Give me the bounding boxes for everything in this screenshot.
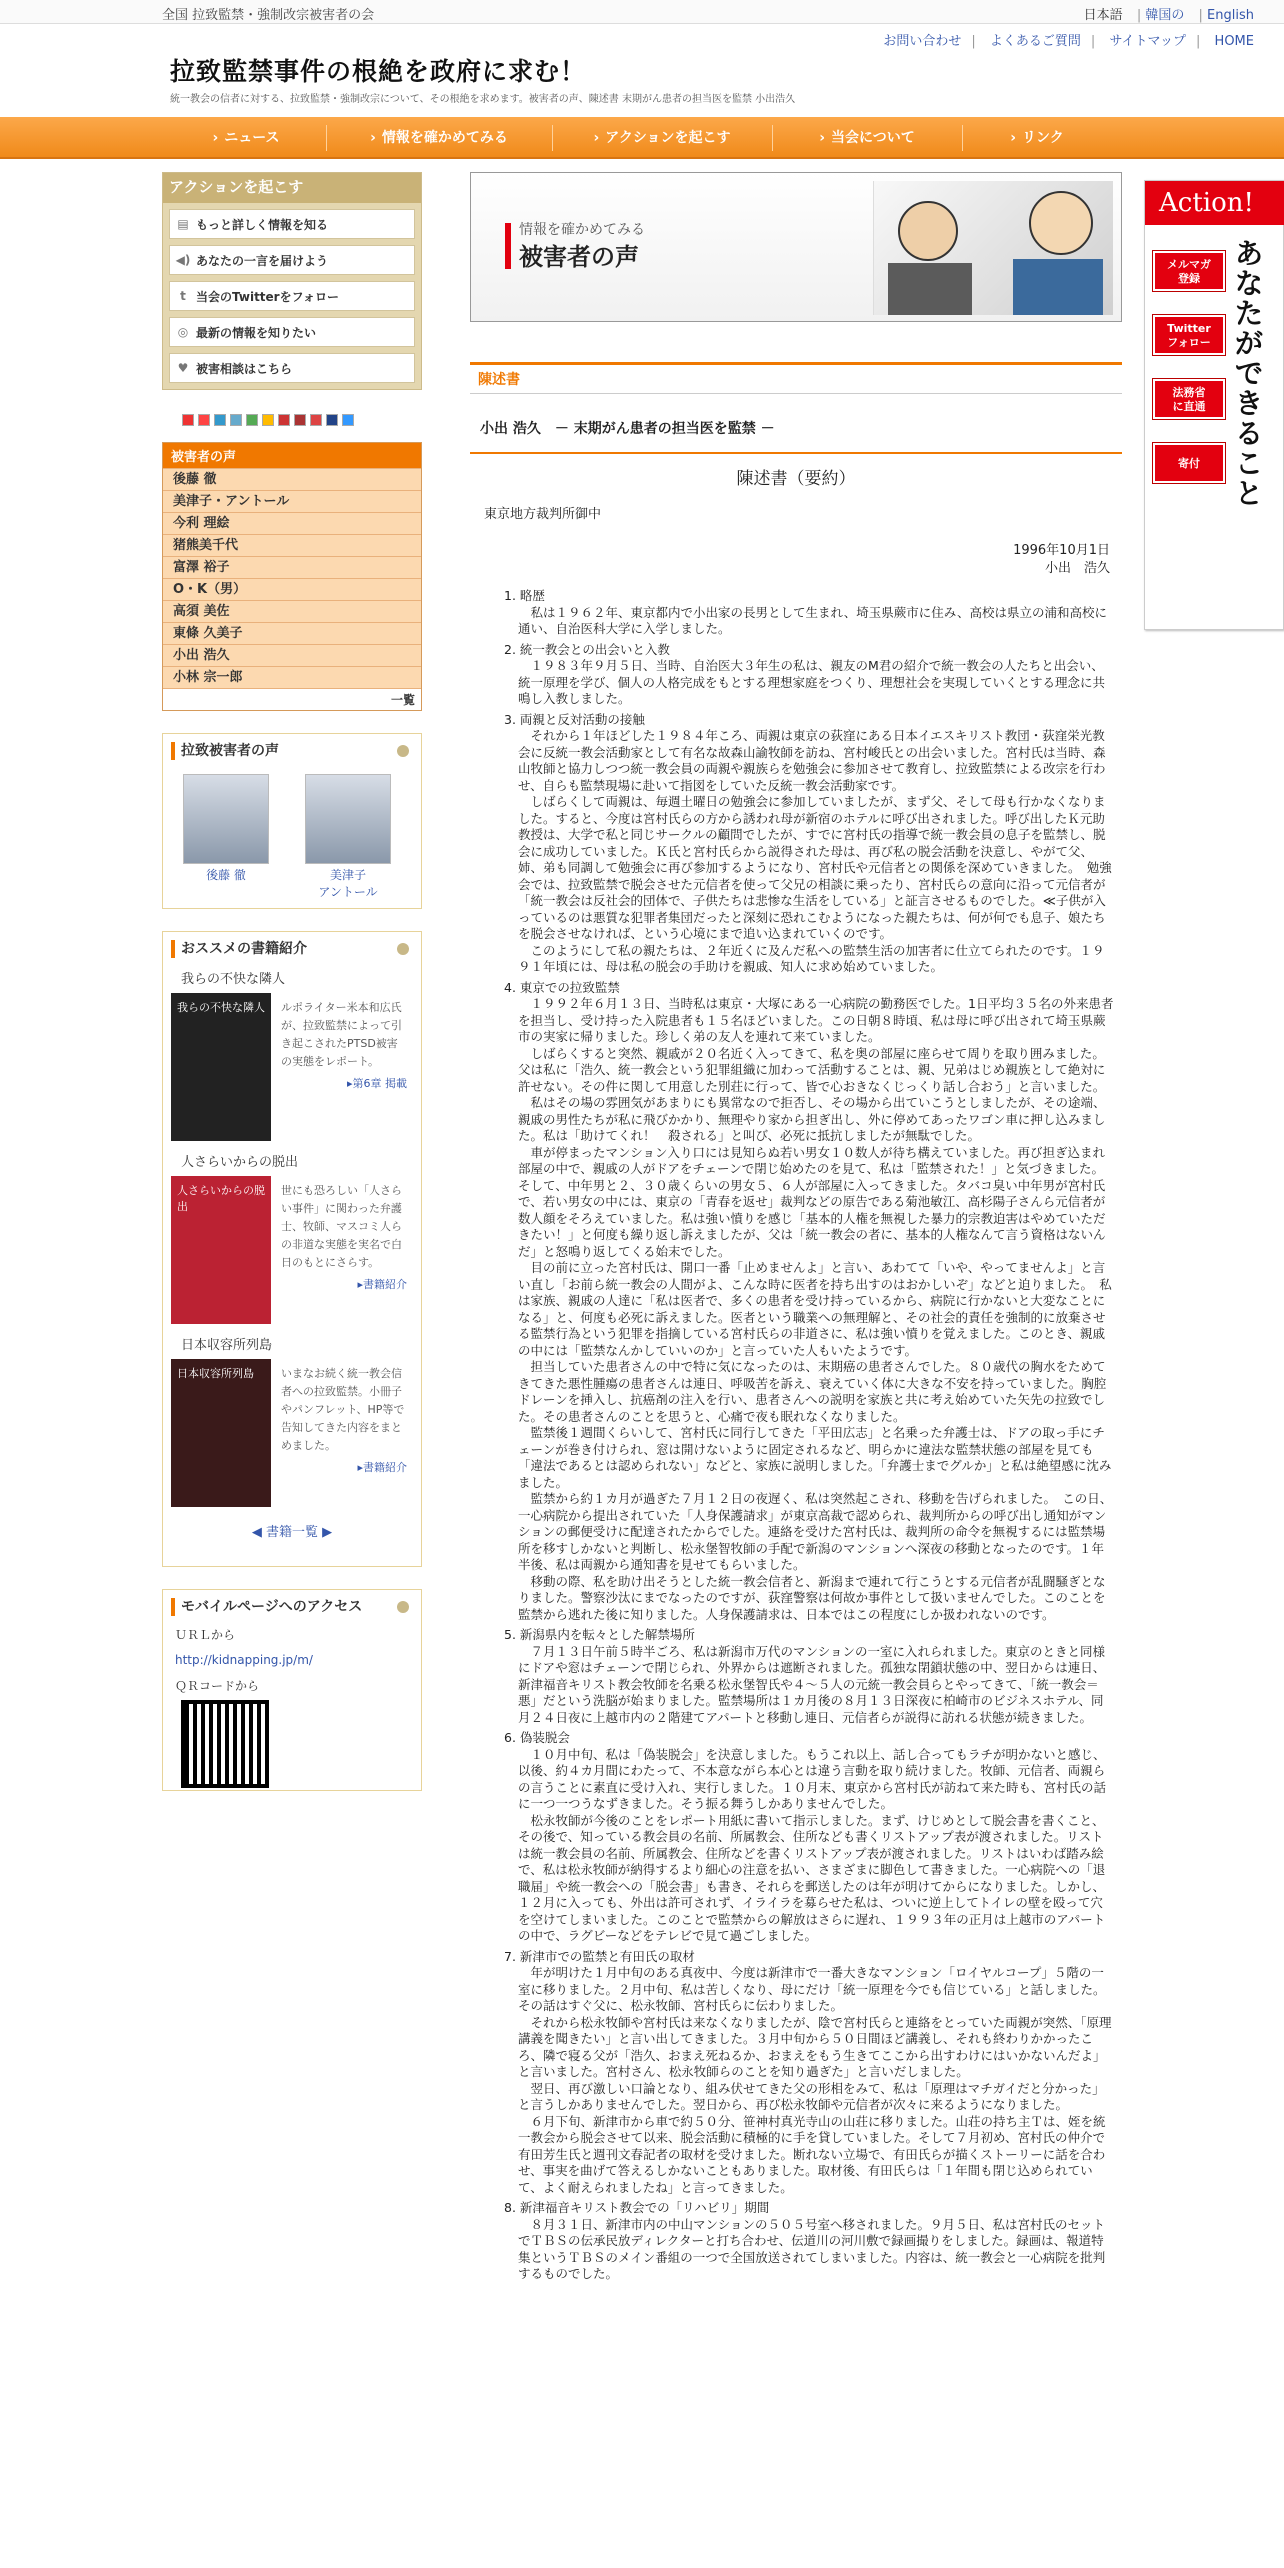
book-item: 我らの不快な隣人 我らの不快な隣人 ルポライター米本和広氏が、拉致監禁によって引き起こされたPTSD被害の実態をレポート。 ▸第6章 掲載 (171, 968, 413, 1141)
book-cover[interactable]: 我らの不快な隣人 (171, 993, 271, 1141)
section-paragraph: それから松永牧師や宮村氏は来なくなりましたが、陰で宮村氏らと連絡をとっていた両親が突然、「原理講義を聞きたい」と言い出してきました。３月中旬から５０日間ほど講義し、それも終わりかかったころ、隣で寝る父が「浩久、おまえ死ねるか、おまえをもう生きてここから出すわけにはいかないんだよ」と言いました。宮村さん、松永牧師らのことを知り過ぎた」と言いだしました。 (518, 2014, 1112, 2079)
document-icon: ▤ (177, 217, 189, 231)
sidebar (162, 172, 422, 1791)
victim-item[interactable]: 高須 美佐 (163, 600, 421, 622)
share-buzzurl-icon[interactable] (294, 414, 306, 426)
util-faq-link[interactable]: よくあるご質問 (989, 34, 1081, 49)
statement-title: 陳述書（要約） (736, 469, 856, 489)
books-box (162, 931, 422, 1567)
mobile-box: モバイルページへのアクセス ＵＲＬから http://kidnapping.jp/m/ ＱＲコードから (162, 1589, 422, 1791)
book-link[interactable]: ▸第6章 掲載 (346, 1077, 407, 1090)
nav-links[interactable]: › リンク (962, 117, 1112, 159)
share-hatena-icon[interactable] (342, 414, 354, 426)
victim-item[interactable]: 今利 理絵 (163, 512, 421, 534)
section-paragraph: ８月３１日、新津市内の中山マンションの５０５号室へ移されました。９月５日、私は宮村氏のセットでＴＢＳの伝承民放ディレクターと打ち合わせ、伝道川の河川敷で録画撮りをしました。録画は、報道特集というＴＢＳのメイン番組の一つで全国放送されてしまいました。内容は、統一教会と一心病院を批判するものでした。 (518, 2216, 1106, 2281)
site-subtitle: 統一教会の信者に対する、拉致監禁・強制改宗について、その根絶を求めます。被害者の声、陳述書 末期がん患者の担当医を監禁 小出浩久 (170, 94, 796, 105)
lang-english[interactable]: English (1207, 8, 1254, 23)
action-latest-info[interactable]: ◎ 最新の情報を知りたい (169, 317, 415, 347)
share-clip-icon[interactable] (230, 414, 242, 426)
book-list-link[interactable]: ◀ 書籍一覧 ▶ (251, 1525, 333, 1540)
section-paragraph: 監禁後１週間くらいして、宮村氏に同行してきた「平田広志」と名乗った弁護士は、ドアの取っ手にチェーンが巻き付けられ、窓は開けないように固定されるなど、明らかに違法な監禁状態の部屋を見ても「違法であるとは認められない」などと、家族に説明しました。「弁護士までグルか」と私は絶望感に沈みました。 (518, 1425, 1112, 1490)
circle-icon (397, 745, 409, 757)
voice-antor[interactable]: 美津子 アントール (305, 774, 391, 900)
main-nav (0, 117, 1284, 159)
section-title: 3. 両親と反対活動の接触 (504, 712, 1114, 729)
book-item: 人さらいからの脱出 人さらいからの脱出 世にも恐ろしい「人さらい事件」に関わった弁護士、牧師、マスコミ人らの非道な実態を実名で白日のもとにさらす。 ▸書籍紹介 (171, 1151, 413, 1324)
victims-list (162, 442, 422, 711)
books-box-title: おススメの書籍紹介 (171, 940, 413, 958)
statement-section (504, 1627, 1114, 1726)
twitter-follow-button[interactable]: Twitter フォロー (1153, 315, 1225, 355)
section-paragraph: 私は１９６２年、東京都内で小出家の長男として生まれ、埼玉県蕨市に住み、高校は県立の浦和高校に通い、自治医科大学に入学しました。 (518, 604, 1108, 636)
section-title: 2. 統一教会との出会いと入教 (504, 642, 1114, 659)
avatar (305, 774, 391, 864)
statement-section (504, 642, 1114, 708)
section-paragraph: １９８３年９月５日、当時、自治医大３年生の私は、親友のM君の紹介で統一教会の人たちと出会い、統一原理を学び、個人の人格完成をもとする理想家庭をつくり、理想社会を実現していくとする理念に共鳴し入教しました。 (518, 658, 1106, 706)
section-paragraph: 担当していた患者さんの中で特に気になったのは、末期癌の患者さんでした。８０歳代の胸水をためてきてきた悪性腫瘍の患者さんは連日、呼吸苦を訴え、衰えていく体に大きな不安を持っていました。胸腔ドレーンを挿入し、抗癌剤の注入を行い、患者さんへの説明を家族と共に考え始めていた矢先の拉致でした。その患者さんのことを思うと、心痛で夜も眠れなくなりました。 (518, 1359, 1107, 1424)
victim-item[interactable]: 小出 浩久 (163, 644, 421, 666)
site-title[interactable]: 拉致監禁事件の根絶を政府に求む！ (170, 57, 587, 86)
donate-button[interactable]: 寄付 (1153, 443, 1225, 483)
section-paragraph: 翌日、再び激しい口論となり、組み伏せてきた父の形相をみて、私は「原理はマチガイだと分かった」と言うしかありませんでした。翌日から、再び松永牧師や元信者が次々に来るようになりました。 (518, 2080, 1105, 2112)
heart-icon: ♥ (177, 361, 189, 375)
mobile-box-title: モバイルページへのアクセス (171, 1598, 413, 1616)
nav-take-action[interactable]: › アクションを起こす (552, 117, 772, 159)
share-delicious-icon[interactable] (326, 414, 338, 426)
nav-about[interactable]: › 当会について (772, 117, 962, 159)
nav-check-info[interactable]: › 情報を確かめてみる (326, 117, 552, 159)
statement-section (504, 1949, 1114, 2197)
section-title: 1. 略歴 (504, 588, 1114, 605)
action-more-info[interactable]: ▤ もっと詳しく情報を知る (169, 209, 415, 239)
action-box-title: アクションを起こす (163, 173, 421, 203)
circle-icon (397, 943, 409, 955)
section-paragraph: １０月中旬、私は「偽装脱会」を決意しました。もうこれ以上、話し合ってもラチが明かないと感じ、以後、約４カ月間にわたって、不本意ながら本心とは違う言動を取り続けました。牧師、元信者、両親らの言うことに素直に受け入れ、実行しました。１０月末、東京から宮村氏が訪ねて来た時も、宮村氏の話に一つ一つうなずきました。そう振る舞うしかありませんでした。 (518, 1746, 1106, 1811)
victim-item[interactable]: O・K（男） (163, 578, 421, 600)
speaker-icon: ◀) (175, 253, 191, 267)
circle-icon (397, 1601, 409, 1613)
section-paragraph: しばらくして両親は、毎週土曜日の勉強会に参加していましたが、まず父、そして母も行かなくなりました。すると、今度は宮村氏らの方から誘われ母が新宿のホテルに呼び出されました。呼び出したＫ元助教授は、大学で私と同じサークルの顧問でしたが、すでに宮村氏の指導で統一教会員の息子を監禁し、脱会に成功していました。Ｋ氏と宮村氏らから説得された母は、再び私の脱会活動を決意し、やがて父、姉、弟も同調して勉強会に再び参加するようになり、宮村氏や元信者との関係を深めていきました。 勉強会では、拉致監禁で脱会させた元信者を使って父兄の相談に乗ったり、宮村氏らの意向に沿って元信者が「統一教会は反社会的団体で、子供たちは悲惨な生活をしている」と証言させるものでした。≪子供が入っているのは悪質な犯罪者集団だったと深刻に恐れこむようになった親たちは、何が何でも息子、娘たちを脱会させなければ、という心境にまで追い込まれていくのです。 (518, 794, 1112, 941)
qr-code (181, 1700, 269, 1788)
section-paragraph: しばらくすると突然、親戚が２０名近く入ってきて、私を奥の部屋に座らせて周りを取り囲みました。父は私に「浩久、統一教会という犯罪組織に加わって活動することは、親、兄弟はじめ親族として絶対に許せない。その件に関して用意した別荘に行って、皆で心おきなくじっくり話し合おう」と言いました。 (518, 1045, 1106, 1094)
share-choix-icon[interactable] (310, 414, 322, 426)
section-paragraph: 移動の際、私を助け出そうとした統一教会信者と、新潟まで連れて行こうとする元信者が乱闘騒ぎとなりました。警察沙汰にまでなったのですが、荻窪警察は何故か事件として扱いませんでした。このことを監禁から逃れた後に知りました。人身保護請求は、日本ではこの程度にしか扱われないのです。 (518, 1573, 1106, 1622)
section-paragraph: このようにして私の親たちは、２年近くに及んだ私への監禁生活の加害者に仕立てられたのです。１９９１年頃には、母は私の脱会の手助けを親戚、知人に求め始めていました。 (518, 942, 1105, 974)
section-title: 6. 偽装脱会 (504, 1730, 1114, 1747)
mailmag-button[interactable]: メルマガ 登録 (1153, 251, 1225, 291)
rss-icon: ◎ (177, 325, 189, 339)
banner-title: 被害者の声 (519, 243, 639, 271)
section-paragraph: 年が明けた１月中旬のある真夜中、今度は新津市で一番大きなマンション「ロイヤルコープ」５階の一室に移りました。２月中旬、私は苦しくなり、母にだけ「統一原理を今でも信じている」と話しました。その話はすぐ父に、松永牧師、宮村氏らに伝わりました。 (518, 1965, 1106, 2013)
statement-section (504, 980, 1114, 1624)
nav-news[interactable]: › ニュース (166, 117, 326, 159)
victim-item[interactable]: 小林 宗一郎 (163, 666, 421, 688)
lang-korean[interactable]: 韓国の (1145, 8, 1185, 23)
voice-goto[interactable]: 後藤 徹 (183, 774, 269, 900)
share-yahoo-icon[interactable] (198, 414, 210, 426)
statement-body (504, 588, 1114, 2283)
share-star-icon[interactable] (262, 414, 274, 426)
section-paragraph: ６月下旬、新津市から車で約５０分、笹神村真光寺山の山荘に移りました。山荘の持ち主Ｔは、姪を統一教会から脱会させて以来、脱会活動に積極的に手を貸していました。そして７月初め、宮村氏の仲介で有田芳生氏と週刊文春記者の取材を受けました。断れない立場で、有田氏らが描くストーリーに話を合わせ、事実を曲げて答えるしかないこともありました。取材後、有田氏らは「１年間も閉じ込められていて、よく耐えられましたね」と言ってきました。 (518, 2113, 1106, 2195)
victim-item[interactable]: 後藤 徹 (163, 468, 421, 490)
main-content (470, 172, 1122, 2287)
section-paragraph: 目の前に立った宮村氏は、開口一番「止めませんよ」と言い、あわてて「いや、やってませんよ」と言い直し「お前ら統一教会の人間がよ、こんな時に医者を持ち出すのはおかしいぞ」などと迫りました。 私は家族、親戚の人達に「私は医者で、多くの患者を受け持っているから、病院に行かないと大変なことになる」と、何度も必死に訴えました。医者という職業への無理解と、その社会的責任を強制的に放棄させる監禁行為という犯罪を指摘している宮村氏らの非道さに、私は強い憤りを覚えました。このとき、親戚の中には「監禁なんかしていいのか」と言っていた人もいたようです。 (518, 1260, 1112, 1358)
banner-category: 情報を確かめてみる (519, 222, 645, 238)
document-title: 小出 浩久 － 末期がん患者の担当医を監禁 － (470, 406, 1122, 454)
share-nifty-icon[interactable] (278, 414, 290, 426)
share-bookmark-icon[interactable] (214, 414, 226, 426)
util-sitemap-link[interactable]: サイトマップ (1109, 34, 1187, 49)
victim-item[interactable]: 富澤 裕子 (163, 556, 421, 578)
section-title: 8. 新津福音キリスト教会での「リハビリ」期間 (504, 2200, 1114, 2217)
book-item: 日本収容所列島 日本収容所列島 いまなお続く統一教会信者への拉致監禁。小冊子やパンフレット、HP等で告知してきた内容をまとめました。 ▸書籍紹介 (171, 1334, 413, 1507)
victim-item[interactable]: 猪熊美千代 (163, 534, 421, 556)
section-paragraph: １９９２年６月１３日、当時私は東京・大塚にある一心病院の勤務医でした。1日平均３５名の外来患者を担当し、受け持った入院患者も１５名ほどいました。この日朝８時頃、私は母に呼び出されて埼玉県蕨市の実家に帰りました。珍しく弟の友人を連れて来ていました。 (518, 996, 1114, 1044)
voices-box (162, 733, 422, 909)
section-paragraph: 車が停まったマンション入り口には見知らぬ若い男女１０数人が待ち構えていました。再び担ぎ込まれ部屋の中で、親戚の人がドアをチェーンで閉じ始めたのを見て、私は「監禁された！」と気づきました。そして、中年男と２、３０歳くらいの男女５、６人が部屋に入ってきました。タバコ臭い中年男が宮村氏で、若い男女の中には、東京の「青春を返せ」裁判などの原告である菊池敏江、高杉陽子さんら元信者が数人顔をそろえていました。私は強い憤りを感じ「基本的人権を無視した暴力的宗教迫害はやめていただきたい！」と何度も繰り返し訴えましたが、父は「統一教会の者に、基本的人権なんて言う資格はないんだ」と怒鳴り返してくる始末でした。 (518, 1144, 1106, 1259)
action-box (162, 172, 422, 390)
section-heading: 陳述書 (470, 362, 1122, 394)
action-consultation[interactable]: ♥ 被害相談はこちら (169, 353, 415, 383)
book-link[interactable]: ▸書籍紹介 (357, 1278, 407, 1291)
mobile-url-link[interactable]: http://kidnapping.jp/m/ (175, 1653, 313, 1667)
section-title: 5. 新潟県内を転々とした解禁場所 (504, 1627, 1114, 1644)
action-panel (1144, 180, 1284, 630)
section-paragraph: それから１年ほどした１９８４年ころ、両親は東京の荻窪にある日本イエスキリスト教団・荻窪栄光教会に反統一教会活動家として有名な故森山諭牧師を訪ね、宮村峻氏との出会いました。宮村氏は当時、森山牧師と協力しつつ統一教会員の両親や親族らを勉強会に参加させて教育し、拉致監禁による改宗を行わせ、自らも監禁現場に赴いて指図をしていた反統一教会活動家です。 (518, 728, 1106, 793)
action-twitter-follow[interactable]: t 当会のTwitterをフォロー (169, 281, 415, 311)
share-livedoor-icon[interactable] (246, 414, 258, 426)
action-send-voice[interactable]: ◀) あなたの一言を届けよう (169, 245, 415, 275)
utility-nav: お問い合わせ | よくあるご質問 | サイトマップ | HOME (883, 34, 1254, 49)
section-paragraph: 監禁から約１カ月が過ぎた７月１２日の夜遅く、私は突然起こされ、移動を告げられました。 この日、一心病院から提出されていた「人身保護請求」が東京高裁で認められ、裁判所からの呼び出し通知がマンションの郵便受けに配達されたからでした。連絡を受けた宮村氏は、裁判所の命令を無視するには監禁場所を移すしかないと判断し、松永堡智牧師の手配で新潟のマンションへ深夜の移動となったのです。１年半後、私は両親から通知書を見せてもらいました。 (518, 1491, 1113, 1572)
victims-more-link[interactable]: 一覧 (163, 688, 421, 710)
util-contact-link[interactable]: お問い合わせ (883, 34, 962, 49)
victim-item[interactable]: 美津子・アントール (163, 490, 421, 512)
voices-box-title: 拉致被害者の声 (171, 742, 413, 760)
statement-section (504, 1730, 1114, 1945)
statement-section (504, 2200, 1114, 2283)
util-home-link[interactable]: HOME (1214, 34, 1254, 49)
moj-direct-button[interactable]: 法務省 に直通 (1153, 379, 1225, 419)
book-cover[interactable]: 日本収容所列島 (171, 1359, 271, 1507)
section-paragraph: ７月１３日午前５時半ごろ、私は新潟市万代のマンションの一室に入れられました。東京のときと同様にドアや窓はチェーンで閉じられ、外界からは遮断されました。孤独な閉鎖状態の中、翌日からは連日、新津福音キリスト教会牧師を名乗る松永堡智氏や４～５人の元統一教会員らとやってきて、「統一教会＝悪」だという洗脳が始まりました。監禁場所は１カ月後の８月１３日深夜に柏崎市のビジネスホテル、同月２４日夜に上越市内の２階建てアパートと移動し連日、元信者らが説得に訪れる状態が続きました。 (518, 1643, 1106, 1725)
social-share-bar (182, 414, 422, 430)
language-switcher: 日本語 | 韓国の | English (1083, 8, 1254, 23)
victim-item[interactable]: 東條 久美子 (163, 622, 421, 644)
top-strip (0, 0, 1284, 24)
section-paragraph: 松永牧師が今後のことをレポート用紙に書いて指示しました。まず、けじめとして脱会書を書くこと、その後で、知っている教会員の名前、所属教会、住所なども書くリストアップ表が渡されました。リストは統一教会員の名前、所属教会、住所などを書くリストアップ表が渡されました。リストはいわば踏み絵で、私は松永牧師が納得するより細心の注意を払い、さまざまに脚色して書きました。一心病院への「退職届」や統一教会への「脱会書」も書き、それらを郵送したのは年が明けてからになりました。しかし、１２月に入っても、外出は許可されず、イライラを募らせた私は、ついに逆上してトイレの壁を殴って穴を空けてしまいました。このことで監禁からの解放はさらに遅れ、１９９３年の正月は上越市のアパートの中で、ラグビーなどをテレビで見て過ごしました。 (518, 1812, 1106, 1943)
page-banner (470, 172, 1122, 322)
twitter-icon: t (180, 289, 186, 303)
section-title: 4. 東京での拉致監禁 (504, 980, 1114, 997)
book-link[interactable]: ▸書籍紹介 (357, 1461, 407, 1474)
lang-japanese[interactable]: 日本語 (1083, 8, 1123, 23)
statement-section (504, 712, 1114, 976)
statement-date-author: 1996年10月1日 小出 浩久 (1013, 543, 1110, 576)
vertical-slogan: あなたができること (1235, 237, 1264, 510)
book-cover[interactable]: 人さらいからの脱出 (171, 1176, 271, 1324)
action-panel-title: Action! (1145, 181, 1284, 225)
section-title: 7. 新津市での監禁と有田氏の取材 (504, 1949, 1114, 1966)
share-heart-icon[interactable] (182, 414, 194, 426)
section-paragraph: 私はその場の雰囲気があまりにも異常なので拒否し、その場から出ていこうとしましたが、その途端、親戚の男性たちが私に飛びかかり、無理やり家から担ぎ出し、外に停めてあったワゴン車に押し込みました。私は「助けてくれ！ 殺される」と叫び、必死に抵抗しましたが無駄でした。 (518, 1095, 1106, 1143)
site-name: 全国 拉致監禁・強制改宗被害者の会 (162, 8, 375, 23)
banner-illustration (873, 181, 1113, 315)
victims-list-title: 被害者の声 (163, 443, 421, 468)
statement-section (504, 588, 1114, 638)
court-addressee: 東京地方裁判所御中 (484, 507, 602, 522)
avatar (183, 774, 269, 864)
